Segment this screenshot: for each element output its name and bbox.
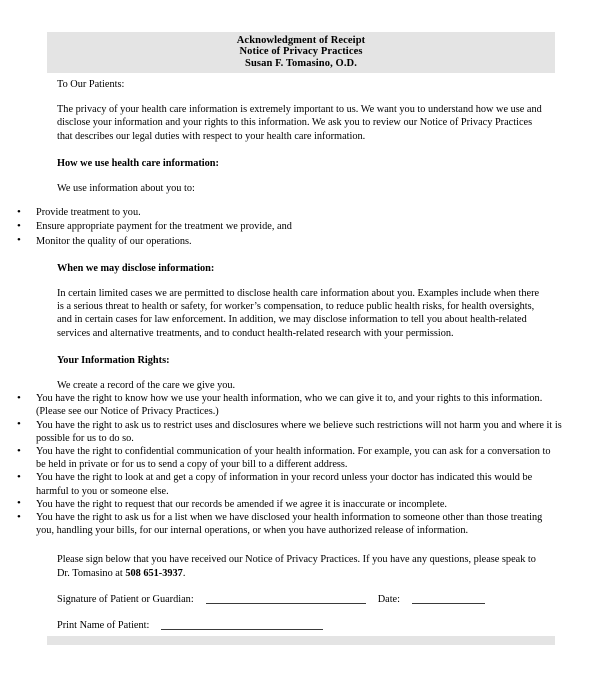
header-title-line-2: Notice of Privacy Practices xyxy=(239,46,363,58)
your-rights-bullet-list xyxy=(0,392,562,537)
closing-text-after-phone: . xyxy=(182,567,186,579)
list-item: • You have the right to request that our records be amended if we agree it is inaccurate or incomplete. xyxy=(0,498,562,511)
header-title-line-3: Susan F. Tomasino, O.D. xyxy=(245,57,357,69)
section-lead-in-how-we-use: We use information about you to: xyxy=(57,183,195,195)
signature-section xyxy=(57,593,543,632)
document-header-band xyxy=(47,32,555,73)
list-item: • Provide treatment to you. xyxy=(0,206,543,219)
list-item: • You have the right to look at and get a copy of information in your record unless your doctor has indicated this would be harmful to you or someone else. xyxy=(0,471,562,497)
office-phone-number: 508 651-3937 xyxy=(125,567,183,579)
signature-input-line[interactable] xyxy=(206,603,366,604)
date-input-line[interactable] xyxy=(412,603,485,604)
list-item: • You have the right to know how we use your health information, who we can give it to, and your rights to this information. (Please see our Notice of Privacy Practices.) xyxy=(0,392,562,418)
date-label: Date: xyxy=(377,593,400,605)
print-name-input-line[interactable] xyxy=(161,629,323,630)
closing-text-before-phone: Please sign below that you have received our Notice of Privacy Practices. If you have any questions, please speak to Dr. Tomasino at xyxy=(57,554,536,579)
intro-paragraph: The privacy of your health care information is extremely important to us. We want you to understand how we use and disclose your information and your rights to this information. We ask you to review our Notice of Privacy Practices that describes our legal duties with respect to your health care information. xyxy=(57,104,542,142)
list-item: • Ensure appropriate payment for the treatment we provide, and xyxy=(0,220,543,233)
your-rights-lead-in: We create a record of the care we give you. xyxy=(57,380,236,392)
signature-label: Signature of Patient or Guardian: xyxy=(57,593,194,605)
print-name-row xyxy=(57,619,543,632)
list-item: • Monitor the quality of our operations. xyxy=(0,235,543,248)
list-item: • You have the right to confidential communication of your health information. For example, you can ask for a conversation to be held in private or for us to send a copy of your bill to a different address. xyxy=(0,445,562,471)
list-item: • You have the right to ask us for a list when we have disclosed your health information to someone other than those treating you, handling your bills, for our internal operations, or when you have authorized release of information. xyxy=(0,511,562,537)
document-body xyxy=(0,78,600,632)
section-heading-when-we-disclose: When we may disclose information: xyxy=(57,262,215,274)
salutation: To Our Patients: xyxy=(57,79,125,90)
print-name-label: Print Name of Patient: xyxy=(57,620,150,632)
closing-paragraph xyxy=(57,553,543,579)
section-heading-how-we-use: How we use health care information: xyxy=(57,157,219,169)
list-item: • You have the right to ask us to restrict uses and disclosures where we believe such restrictions will not harm you and where it is possible for us to do so. xyxy=(0,419,562,445)
document-footer-band xyxy=(47,636,555,645)
section-heading-your-rights: Your Information Rights: xyxy=(57,354,170,366)
signature-row xyxy=(57,593,543,606)
how-we-use-bullet-list xyxy=(0,206,543,248)
when-we-disclose-paragraph: In certain limited cases we are permitted to disclose health care information about you. Examples include when there is a serious threat to health or safety, for worker’s compensation, to reduce public health risks, for health oversights, and in certain cases for law enforcement. In addition, we may disclose information to tell you about health-related services and alternative treatments, and to conduct health-related research with your permission. xyxy=(57,288,540,339)
header-title-line-1: Acknowledgment of Receipt xyxy=(236,35,366,46)
